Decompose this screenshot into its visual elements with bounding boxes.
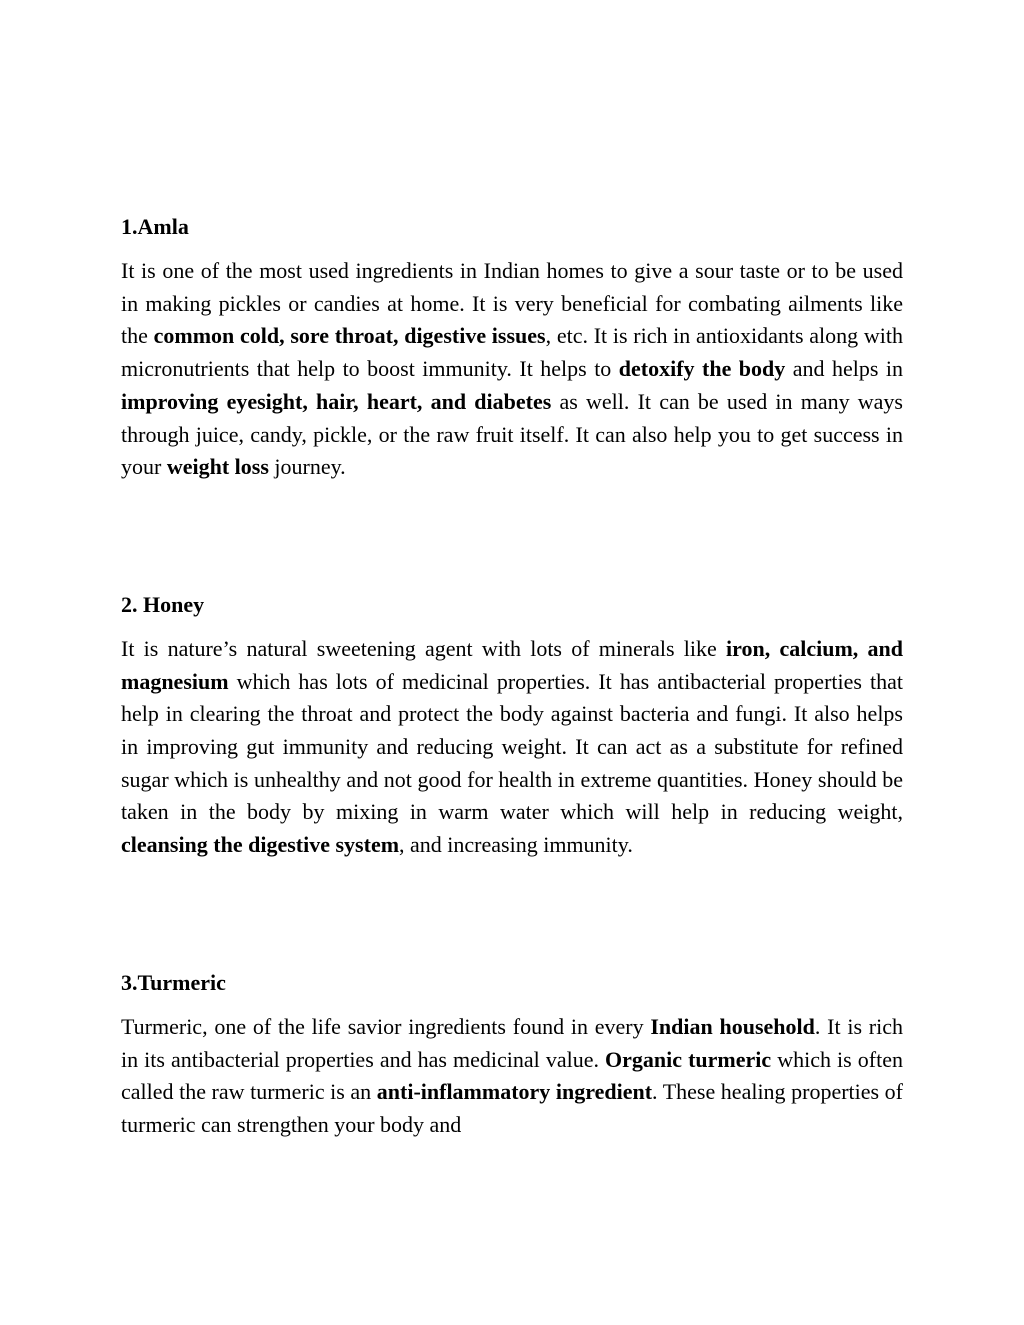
section-heading: 3.Turmeric [121,969,226,995]
text-run: which has lots of medicinal properties. It has antibacterial properties that help in clearing the throat and protect the body against bacteria and fungi. It also helps in improving gut immunity and reducing weight. It can act as a substitute for refined sugar which is unhealthy and not good for health in extreme quantities. Honey should be taken in the body by mixing in warm water which will help in reducing weight, [121,668,903,825]
text-run: . These healing properties of turmeric can strengthen your body and [121,1079,903,1137]
section-heading: 2. Honey [121,591,205,617]
document-page [121,211,903,1142]
bold-text-run: detoxify the body [618,356,786,382]
bold-text-run: Indian household [650,1013,815,1039]
text-run: It is nature’s natural sweetening agent with lots of minerals like [121,635,727,661]
section-paragraph [121,255,903,484]
section-heading: 1.Amla [121,214,189,239]
text-run: , and increasing immunity. [399,832,633,858]
text-run: . It is rich in its antibacterial properties and has medicinal value. [121,1013,903,1072]
bold-text-run: common cold, sore throat, digestive issues [153,323,546,349]
text-run: as well. It can be used in many ways through juice, candy, pickle, or the raw fruit itself. It can also help you to get success in your [121,388,903,480]
text-run: , etc. It is rich in antioxidants along with micronutrients that help to boost immunity. It helps to [121,323,903,382]
bold-text-run: improving eyesight, hair, heart, and diabetes [121,388,552,414]
text-run: journey. [268,454,346,480]
section-paragraph [121,633,903,862]
text-run: which is often called the raw turmeric is an [121,1046,903,1105]
section-amla [121,211,903,484]
section-paragraph [121,1011,903,1142]
text-run: and helps in [785,356,903,382]
section-honey [121,589,903,862]
section-turmeric [121,967,903,1142]
text-run: It is one of the most used ingredients in Indian homes to give a sour taste or to be used in making pickles or candies at home. It is very beneficial for combating ailments like the [121,258,903,349]
text-run: Turmeric, one of the life savior ingredients found in every [121,1013,651,1039]
bold-text-run: weight loss [166,454,269,480]
bold-text-run: iron, calcium, and magnesium [121,635,903,694]
bold-text-run: anti-inflammatory ingredient [376,1079,653,1105]
bold-text-run: cleansing the digestive system [121,832,400,858]
bold-text-run: Organic turmeric [605,1046,772,1072]
